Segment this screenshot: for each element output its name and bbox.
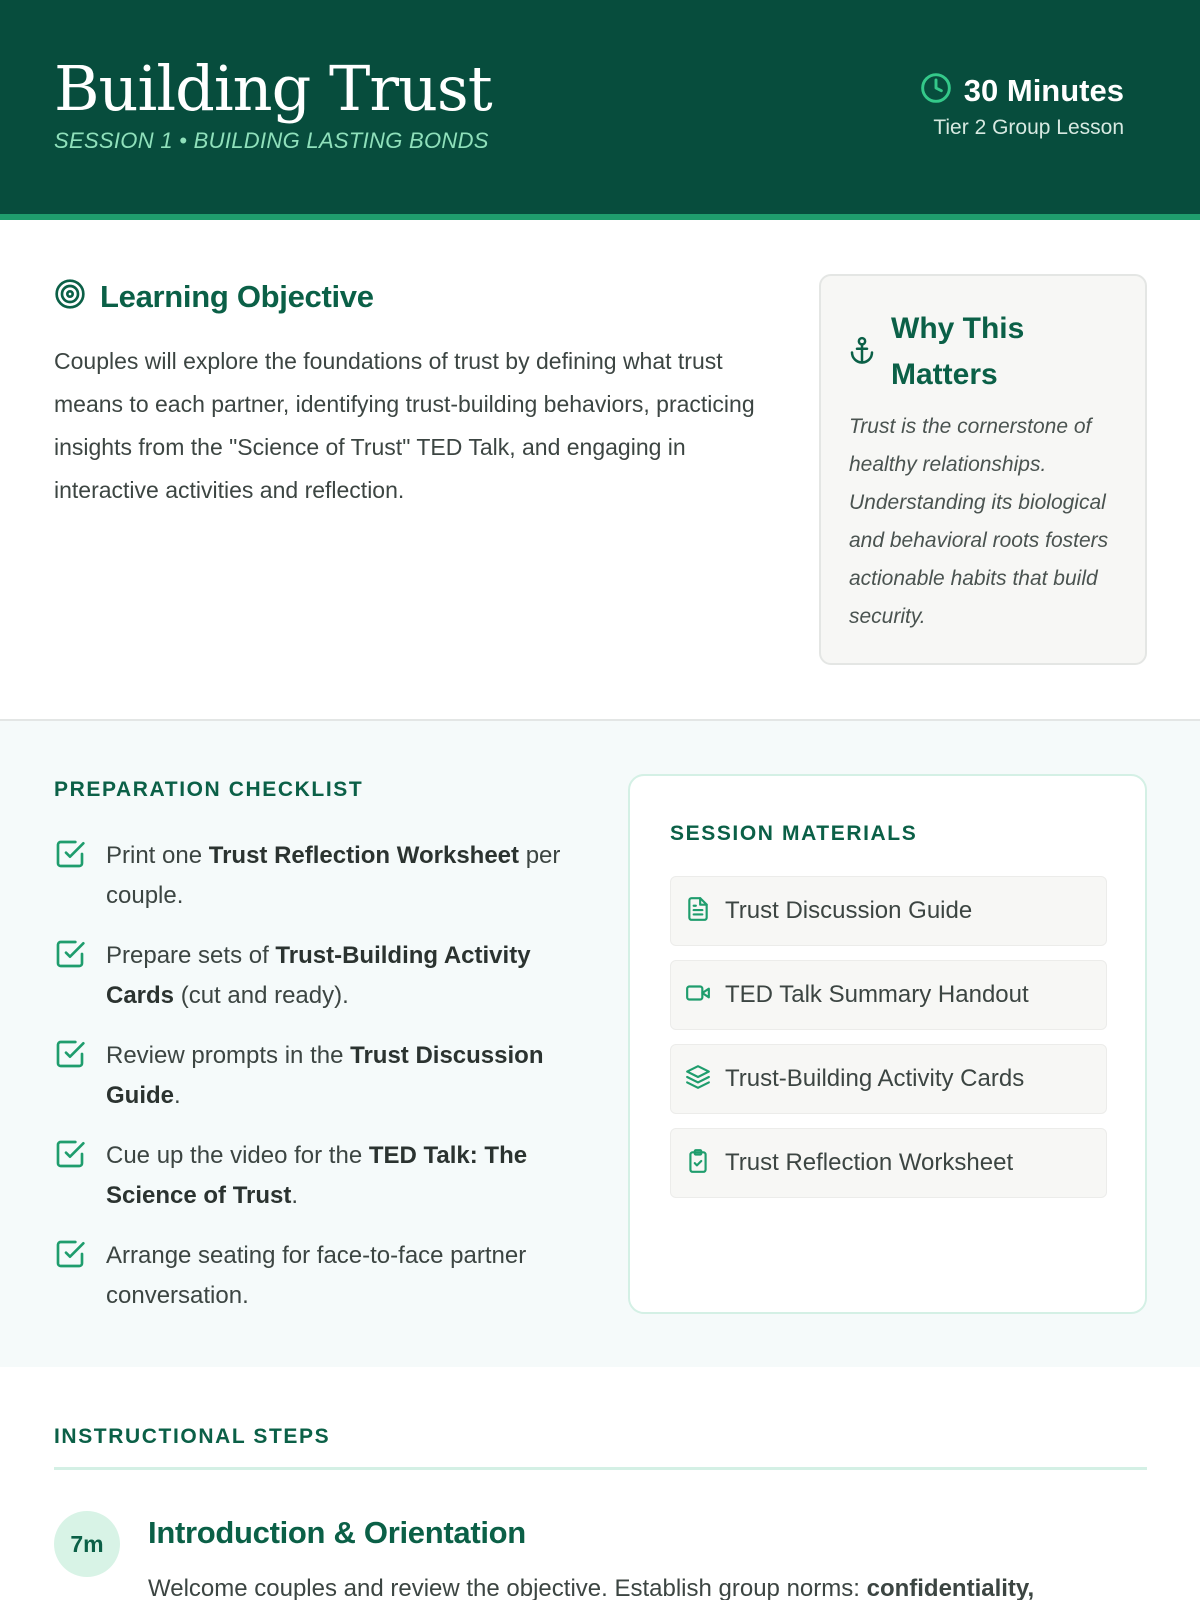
step-title: Introduction & Orientation [148,1515,526,1550]
steps-heading: INSTRUCTIONAL STEPS [54,1425,331,1448]
why-matters-heading [847,306,1041,398]
checklist-item-text: Prepare sets of Trust-Building Activity Cards (cut and ready). [106,942,531,1009]
steps-rule [54,1467,1147,1470]
materials-list [670,876,1107,1212]
preparation-checklist [54,836,574,1336]
material-item-label: Trust Reflection Worksheet [725,1149,1014,1176]
material-item-ted-handout[interactable] [670,960,1107,1030]
why-matters-card [819,274,1147,665]
why-matters-title: Why This Matters [891,312,1025,391]
anchor-icon [847,335,877,370]
lesson-header [0,0,1200,220]
material-item-label: Trust-Building Activity Cards [725,1065,1025,1092]
objective-heading [54,278,374,315]
layers-icon [685,1064,711,1095]
clock-icon [920,72,952,109]
duration-badge [920,72,1124,109]
checkbox-checked-icon [54,1036,86,1116]
objective-text: Couples will explore the foundations of trust by defining what trust means to each partner, identifying trust-building behaviors, practicing insights from the "Science of Trust" TED Talk, and engaging in interactive activities and reflection. [54,348,755,503]
checklist-item-text: Print one Trust Reflection Worksheet per couple. [106,842,561,909]
step-text: Welcome couples and review the objective. Establish group norms: confidentiality, [148,1575,1035,1600]
target-icon [54,278,86,315]
checklist-item [54,836,574,916]
material-item-activity-cards[interactable] [670,1044,1107,1114]
checklist-item [54,936,574,1016]
checkbox-checked-icon [54,1236,86,1316]
checklist-item-text: Review prompts in the Trust Discussion Guide. [106,1042,544,1109]
why-matters-text: Trust is the cornerstone of healthy relationships. Understanding its biological and behavioral roots fosters actionable habits that build security. [849,415,1109,628]
tier-label: Tier 2 Group Lesson [933,116,1124,139]
materials-heading: SESSION MATERIALS [670,822,918,845]
clipboard-check-icon [685,1148,711,1179]
material-item-reflection-worksheet[interactable] [670,1128,1107,1198]
checklist-item-text: Arrange seating for face-to-face partner conversation. [106,1242,527,1309]
material-item-label: TED Talk Summary Handout [725,981,1029,1008]
objective-title: Learning Objective [100,278,374,314]
checklist-item [54,1236,574,1316]
step-duration-badge: 7m [54,1511,120,1577]
page-title: Building Trust [54,52,492,125]
material-item-discussion-guide[interactable] [670,876,1107,946]
duration-text: 30 Minutes [963,72,1124,108]
preparation-heading: PREPARATION CHECKLIST [54,778,364,801]
checklist-item [54,1136,574,1216]
checkbox-checked-icon [54,836,86,916]
material-item-label: Trust Discussion Guide [725,897,973,924]
session-materials-card [628,774,1147,1314]
document-icon [685,896,711,927]
checkbox-checked-icon [54,936,86,1016]
session-subtitle: SESSION 1 • BUILDING LASTING BONDS [54,128,489,153]
checklist-item-text: Cue up the video for the TED Talk: The Science of Trust. [106,1142,528,1209]
checklist-item [54,1036,574,1116]
video-icon [685,980,711,1011]
checkbox-checked-icon [54,1136,86,1216]
